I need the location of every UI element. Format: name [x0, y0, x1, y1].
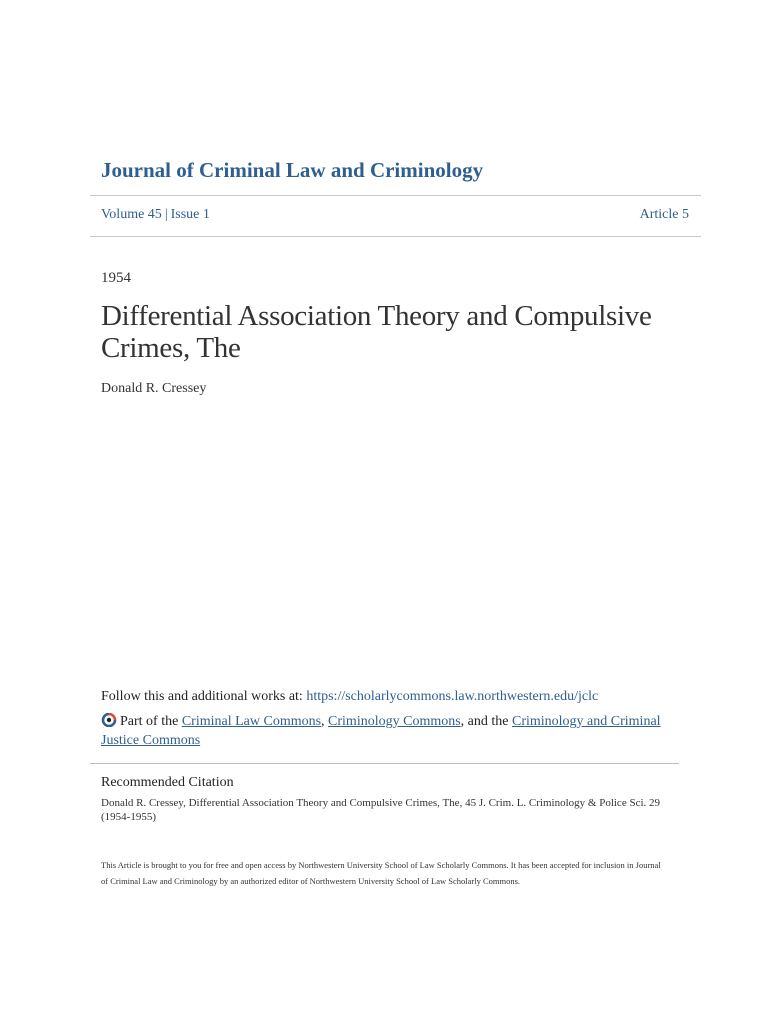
citation-text: Donald R. Cressey, Differential Association Theory and Compulsive Crimes, The, 45 J. Crim. L. Criminology & Police Sci. 29 (1954-1955) [101, 797, 661, 823]
volume-link[interactable]: Volume 45 [101, 207, 162, 222]
issue-link[interactable]: Issue 1 [170, 207, 210, 222]
part-of-separator: , and the [460, 714, 512, 729]
author-name: Donald R. Cressey [101, 381, 207, 396]
access-notice: This Article is brought to you for free and open access by Northwestern University School of Law Scholarly Commons. It has been accepted for inclusion in Journal of Criminal Law and Criminology by an authorized editor of Northwestern University School of Law Scholarly Commons. [101, 860, 661, 886]
bepress-logo-icon [101, 713, 117, 727]
follow-label: Follow this and additional works at: [101, 689, 307, 704]
follow-line [101, 689, 691, 705]
volume-issue-separator: | [164, 207, 168, 222]
criminology-criminal-justice-commons-link[interactable]: Criminology and Criminal Justice Commons [101, 714, 661, 748]
part-of-separator: , [321, 714, 329, 729]
criminal-law-commons-link[interactable]: Criminal Law Commons [181, 714, 322, 729]
part-of-prefix: Part of the [120, 714, 182, 729]
volume-issue [101, 207, 210, 223]
article-number-link[interactable]: Article 5 [639, 207, 689, 222]
journal-title[interactable]: Journal of Criminal Law and Criminology [101, 158, 484, 182]
criminology-commons-link[interactable]: Criminology Commons [328, 714, 461, 729]
article-title: Differential Association Theory and Compulsive Crimes, The [101, 300, 652, 364]
citation-divider [90, 763, 679, 764]
repository-url-link[interactable]: https://scholarlycommons.law.northwestern.edu/jclc [306, 689, 599, 704]
publication-year: 1954 [101, 270, 131, 286]
header-divider-bottom [90, 236, 701, 237]
part-of-commons [101, 712, 681, 750]
citation-heading: Recommended Citation [101, 775, 234, 790]
header-divider-top [90, 195, 701, 196]
